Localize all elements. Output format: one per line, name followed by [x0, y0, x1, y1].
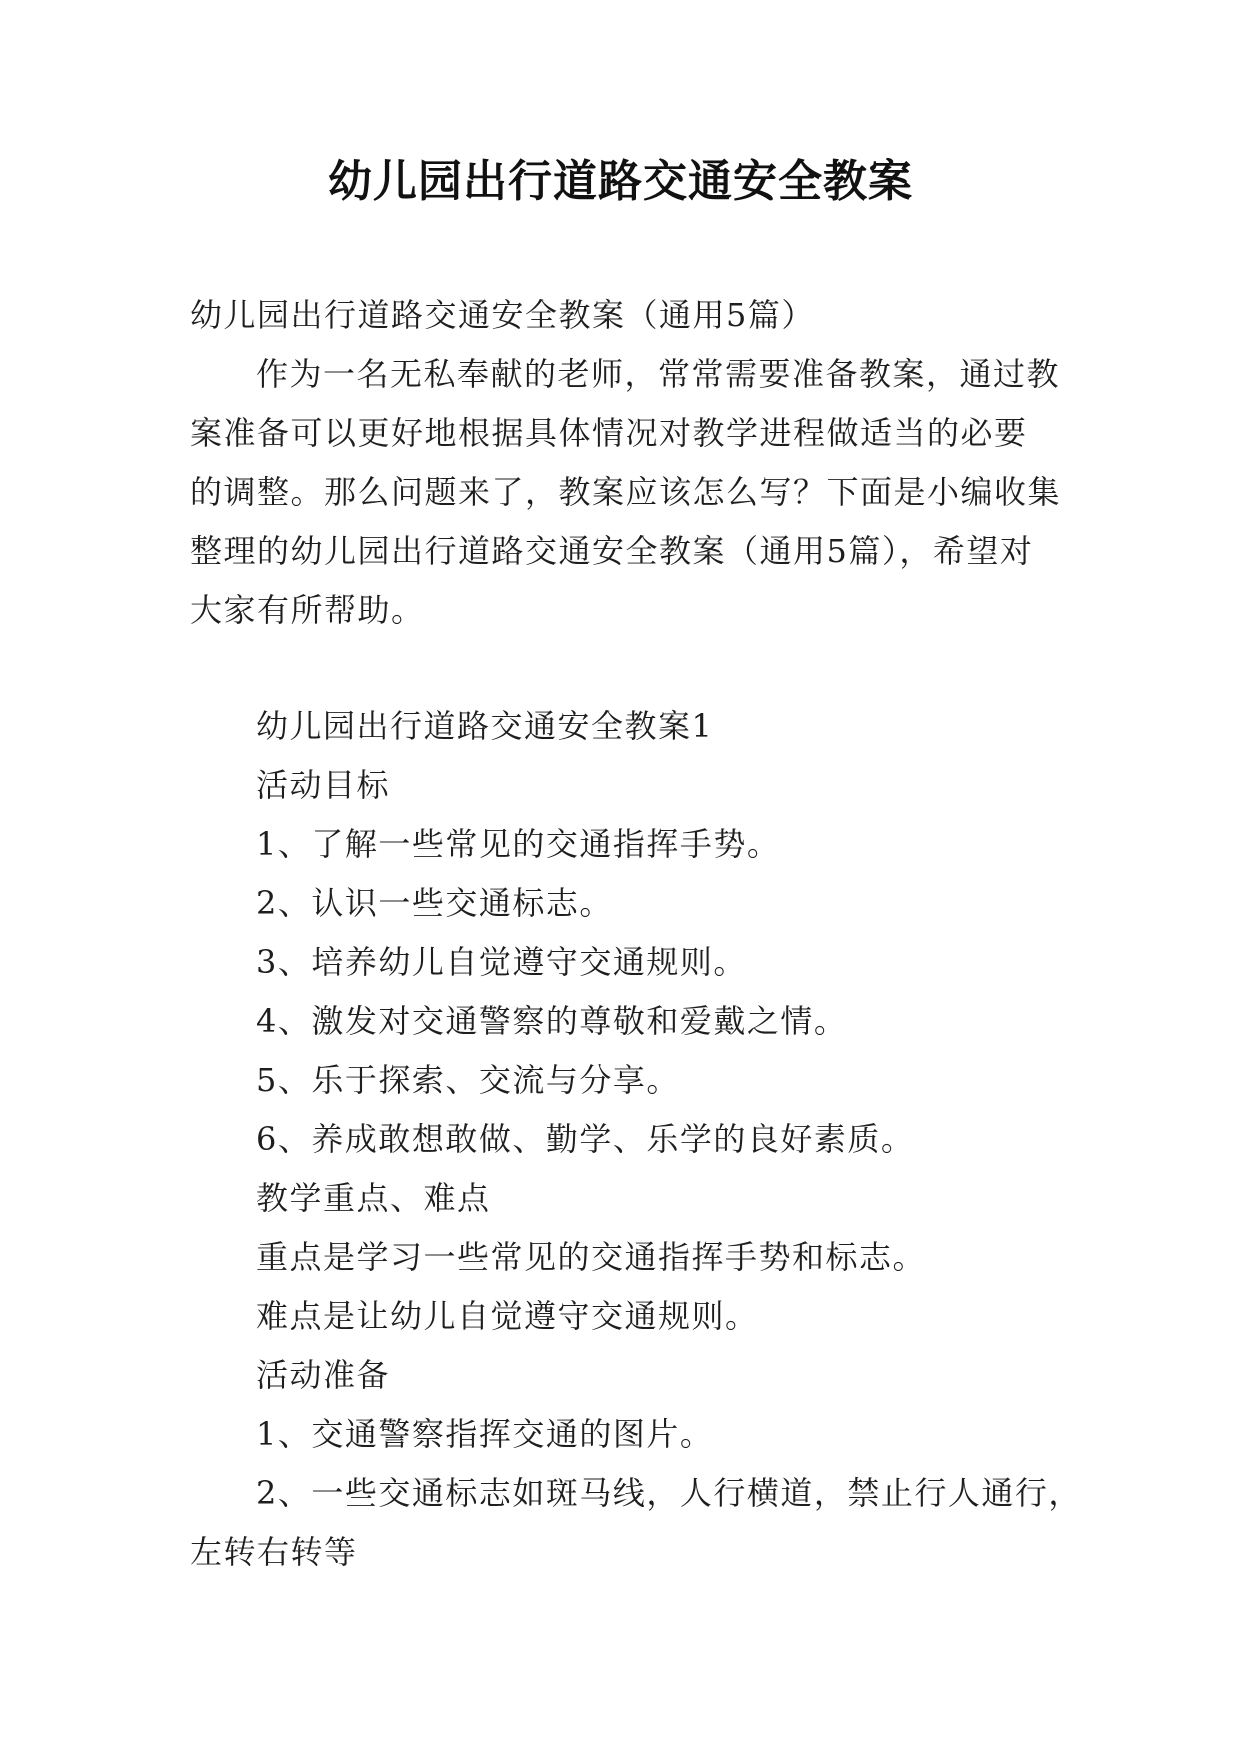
goal-item: 4、激发对交通警察的尊敬和爱戴之情。: [256, 1002, 848, 1040]
section-block: [190, 697, 1082, 1582]
section-heading: 幼儿园出行道路交通安全教案1: [256, 707, 714, 745]
intro-line: 大家有所帮助。: [190, 591, 425, 629]
difficult-point-text: 难点是让幼儿自觉遵守交通规则。: [256, 1297, 759, 1335]
goal-item: 5、乐于探索、交流与分享。: [256, 1061, 680, 1099]
prep-item-continuation: 左转右转等: [190, 1533, 358, 1571]
prep-item: 1、交通警察指挥交通的图片。: [256, 1415, 714, 1453]
intro-line: 整理的幼儿园出行道路交通安全教案（通用5篇），希望对: [190, 532, 1034, 570]
document-title: 幼儿园出行道路交通安全教案: [328, 156, 913, 207]
intro-line: 作为一名无私奉献的老师，常常需要准备教案，通过教: [256, 355, 1061, 393]
prep-item: 2、一些交通标志如斑马线，人行横道，禁止行人通行，: [256, 1474, 1082, 1512]
goal-item: 6、养成敢想敢做、勤学、乐学的良好素质。: [256, 1120, 915, 1158]
goals-heading: 活动目标: [256, 766, 391, 804]
goal-item: 2、认识一些交通标志。: [256, 884, 613, 922]
intro-block: [190, 286, 1070, 640]
document-subtitle: 幼儿园出行道路交通安全教案（通用5篇）: [190, 296, 815, 334]
prep-heading: 活动准备: [256, 1356, 391, 1394]
goal-item: 1、了解一些常见的交通指挥手势。: [256, 825, 781, 863]
goal-item: 3、培养幼儿自觉遵守交通规则。: [256, 943, 747, 981]
key-points-heading: 教学重点、难点: [256, 1179, 491, 1217]
intro-line: 案准备可以更好地根据具体情况对教学进程做适当的必要: [190, 414, 1028, 452]
key-point-text: 重点是学习一些常见的交通指挥手势和标志。: [256, 1238, 927, 1276]
intro-line: 的调整。那么问题来了，教案应该怎么写？下面是小编收集: [190, 473, 1062, 511]
